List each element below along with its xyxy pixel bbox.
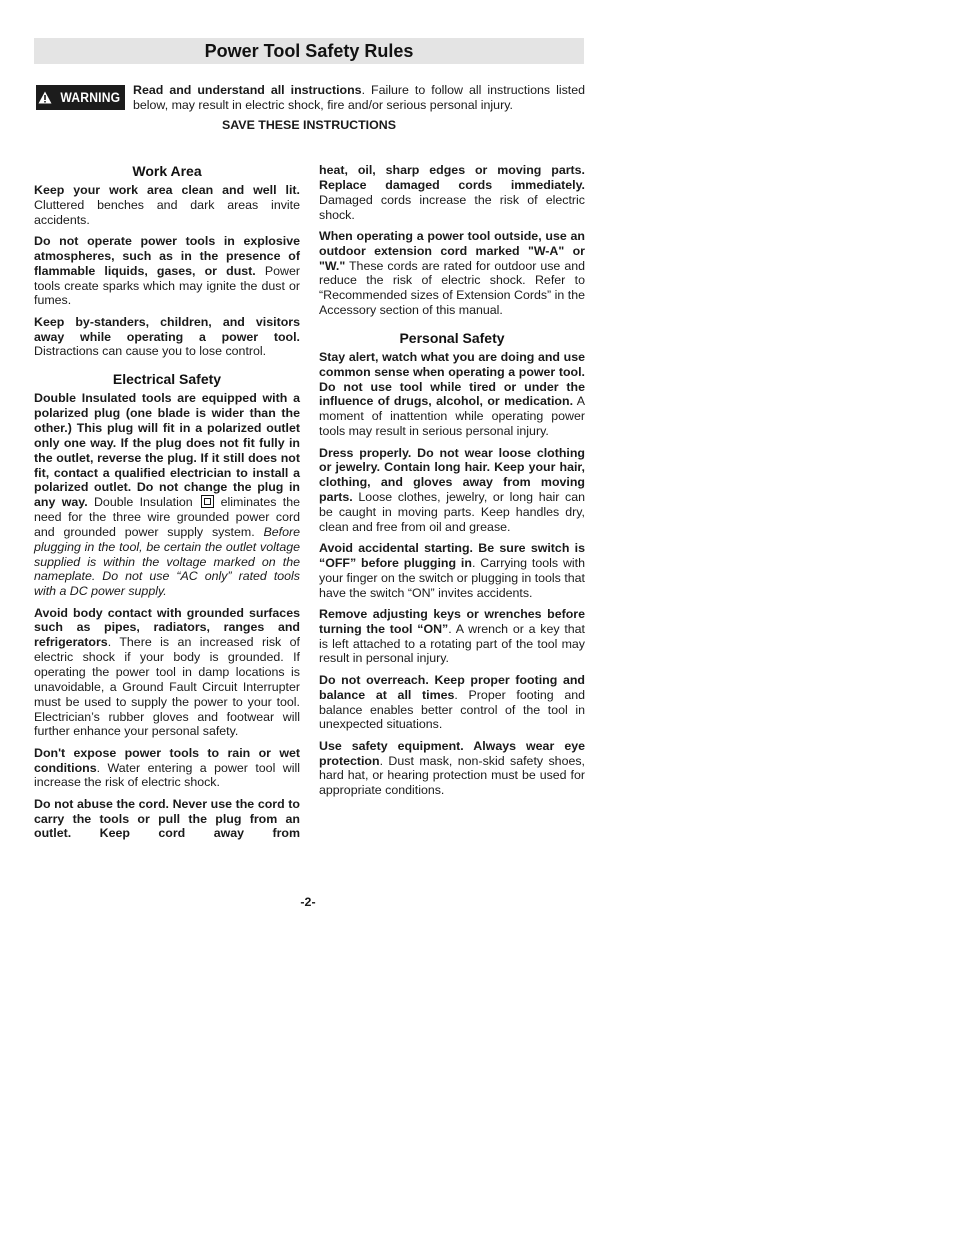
paragraph [34,183,300,228]
paragraph [319,350,585,439]
page-number: -2- [300,895,316,909]
right-column [319,163,585,805]
warning-lead: Read and understand all instructions [133,83,362,97]
paragraph [319,607,585,666]
rule-lead: Dress properly. Do not wear loose clothing or jewelry. Contain long hair. Keep your hair, clothing, and gloves away from moving parts. [319,445,585,505]
left-column [34,163,300,848]
rule-lead: Keep by-standers, children, and visitors away while operating a power tool. [34,314,300,344]
rule-text: Double Insulation [87,495,193,510]
rule-lead-part: heat, oil, sharp edges or moving parts. Replace damaged cords immediately. [319,163,585,192]
rule-lead: Remove adjusting keys or wrenches before turning the tool “ON” [319,606,585,636]
rule-text: . Carrying tools with your finger on the switch or plugging in tools that have the switch “ON” invites accidents. [319,555,585,600]
rule-text: . There is an increased risk of electric shock if your body is grounded. If operating the power tool in damp locations is unavoidable, a Ground Fault Circuit Interrupter must be used to supply the power to your tool. Electrician’s rubber gloves and footwear will further enhance your personal safety. [34,635,300,739]
rule-text: A moment of inattention while operating power tools may result in serious personal injury. [319,394,585,439]
rule-text: . A wrench or a key that is left attached to a rotating part of the tool may result in personal injury. [319,621,586,666]
paragraph [319,673,585,732]
double-insulation-icon [201,495,214,508]
title-bar [34,38,584,64]
rule-text: These cords are rated for outdoor use and reduce the risk of electric shock. Refer to “Recommended sizes of Extension Cords” in the Accessory section of this manual. [319,258,585,318]
paragraph [34,391,300,599]
paragraph [34,315,300,360]
rule-text: Damaged cords increase the risk of electric shock. [319,192,585,222]
rule-text: Cluttered benches and dark areas invite accidents. [34,197,300,227]
rule-text: Distractions can cause you to lose control. [34,344,267,359]
rule-lead: Do not overreach. Keep proper footing and balance at all times [319,672,585,702]
paragraph [34,746,300,791]
section-heading-work-area: Work Area [132,163,202,179]
rule-lead: Double Insulated tools are equipped with a polarized plug (one blade is wider than the other.) This plug will fit in a polarized outlet only one way. If the plug does not fit fully in the outlet, reverse the plug. If it still does not fit, contact a qualified electrician to install a polarized outlet. Do not change the plug in any way. [34,391,300,510]
paragraph [319,446,585,535]
rule-lead: Don't expose power tools to rain or wet conditions [34,745,300,775]
paragraph [319,541,585,600]
rule-lead: Use safety equipment. Always wear eye protection [319,738,585,768]
rule-text: eliminates the need for the three wire grounded power cord and grounded power supply system. [34,495,300,539]
rule-lead: Stay alert, watch what you are doing and use common sense when operating a power tool. Do not use tool while tired or under the influence of drugs, alcohol, or medication. [319,349,585,409]
paragraph [34,797,300,842]
paragraph [34,606,300,740]
page-title: Power Tool Safety Rules [204,41,414,61]
rule-note: Before plugging in the tool, be certain the outlet voltage supplied is within the voltage marked on the nameplate. Do not use “AC only” rated tools with a DC power supply. [34,524,301,599]
paragraph [319,229,585,318]
rule-lead-part: Do not abuse the cord. Never use the cord to carry the tools or pull the plug from an outlet. Keep cord away from [34,796,300,841]
rule-lead: Avoid accidental starting. Be sure switch is “OFF” before plugging in [319,541,585,570]
rule-lead: Do not operate power tools in explosive atmospheres, such as in the presence of flammable liquids, gases, or dust. [34,234,300,278]
rule-text: Power tools create sparks which may ignite the dust or fumes. [34,263,300,308]
paragraph [319,739,585,798]
paragraph [34,234,300,308]
rule-text: . Water entering a power tool will increase the risk of electric shock. [34,760,300,790]
warning-triangle-icon [38,91,52,104]
rule-text: . Dust mask, non-skid safety shoes, hard hat, or hearing protection must be used for appropriate conditions. [319,753,585,798]
warning-text [133,83,585,112]
section-heading-electrical-safety: Electrical Safety [112,371,222,388]
save-instructions: SAVE THESE INSTRUCTIONS [222,118,396,132]
rule-text: . Proper footing and balance enables better control of the tool in unexpected situations. [319,687,585,732]
rule-lead: Avoid body contact with grounded surfaces such as pipes, radiators, ranges and refrigerators [34,605,300,650]
warning-badge [36,85,125,110]
paragraph [319,163,585,222]
section-heading-personal-safety: Personal Safety [399,329,505,346]
warning-label: WARNING [60,90,120,105]
warning-rest: . Failure to follow all instructions listed below, may result in electric shock, fire and/or serious personal injury. [133,83,585,112]
rule-lead: Keep your work area clean and well lit. [34,183,300,197]
rule-lead: When operating a power tool outside, use an outdoor extension cord marked "W-A" or "W." [319,228,585,273]
rule-text: Loose clothes, jewelry, or long hair can be caught in moving parts. Keep handles dry, clean and free from oil and grease. [319,490,585,534]
